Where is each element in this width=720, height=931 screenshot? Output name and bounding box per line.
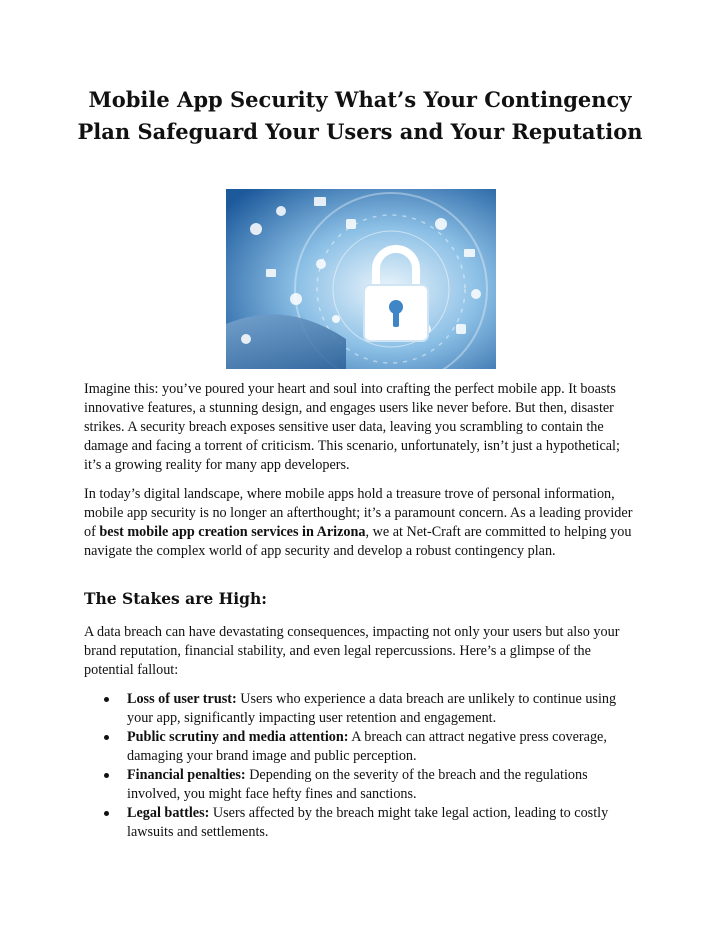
list-item-bold: Financial penalties: <box>127 767 246 783</box>
bullet-icon <box>104 773 109 778</box>
hero-image <box>226 189 496 369</box>
landscape-text-after: , we at Net-Craft are committed to helping you navigate the complex world of app security and develop a robust contingency plan. <box>84 524 632 559</box>
intro-paragraph: Imagine this: you’ve poured your heart and soul into crafting the perfect mobile app. It boasts innovative features, a stunning design, and engages users like never before. But then, disaster strikes. A security breach exposes sensitive user data, leaving you scrambling to contain the damage and facing a torrent of criticism. This scenario, unfortunately, isn’t just a hypothetical; it’s a growing reality for many app developers. <box>84 381 620 473</box>
landscape-text-before: In today’s digital landscape, where mobile apps hold a treasure trove of personal information, mobile app security is no longer an afterthought; it’s a paramount concern. As a leading provider of <box>84 486 633 540</box>
article-title: Mobile App Security What’s Your Contingency Plan Safeguard Your Users and Your Reputation <box>77 87 643 144</box>
bullet-icon <box>104 811 109 816</box>
list-item-bold: Legal battles: <box>127 805 210 821</box>
list-item <box>84 766 644 804</box>
list-item <box>84 690 644 728</box>
list-item-bold: Public scrutiny and media attention: <box>127 729 349 745</box>
bullet-icon <box>104 697 109 702</box>
list-item-text: Users who experience a data breach are unlikely to continue using your app, significantly impacting user retention and engagement. <box>127 691 617 726</box>
list-item <box>84 728 644 766</box>
list-item-bold: Loss of user trust: <box>127 691 237 707</box>
list-item <box>84 804 644 842</box>
list-item-text: A breach can attract negative press coverage, damaging your brand image and public perception. <box>127 729 607 764</box>
services-highlight: best mobile app creation services in Arizona <box>99 524 366 540</box>
list-item-text: Users affected by the breach might take legal action, leading to costly lawsuits and settlements. <box>127 805 609 840</box>
list-item-text: Depending on the severity of the breach and the regulations involved, you might face hefty fines and sanctions. <box>127 767 588 802</box>
section-heading: The Stakes are High: <box>84 589 268 608</box>
fallout-list <box>84 690 644 842</box>
landscape-paragraph <box>84 485 640 561</box>
bullet-icon <box>104 735 109 740</box>
stakes-paragraph: A data breach can have devastating consequences, impacting not only your users but also your brand reputation, financial stability, and even legal repercussions. Here’s a glimpse of the potential fallout: <box>84 624 620 678</box>
